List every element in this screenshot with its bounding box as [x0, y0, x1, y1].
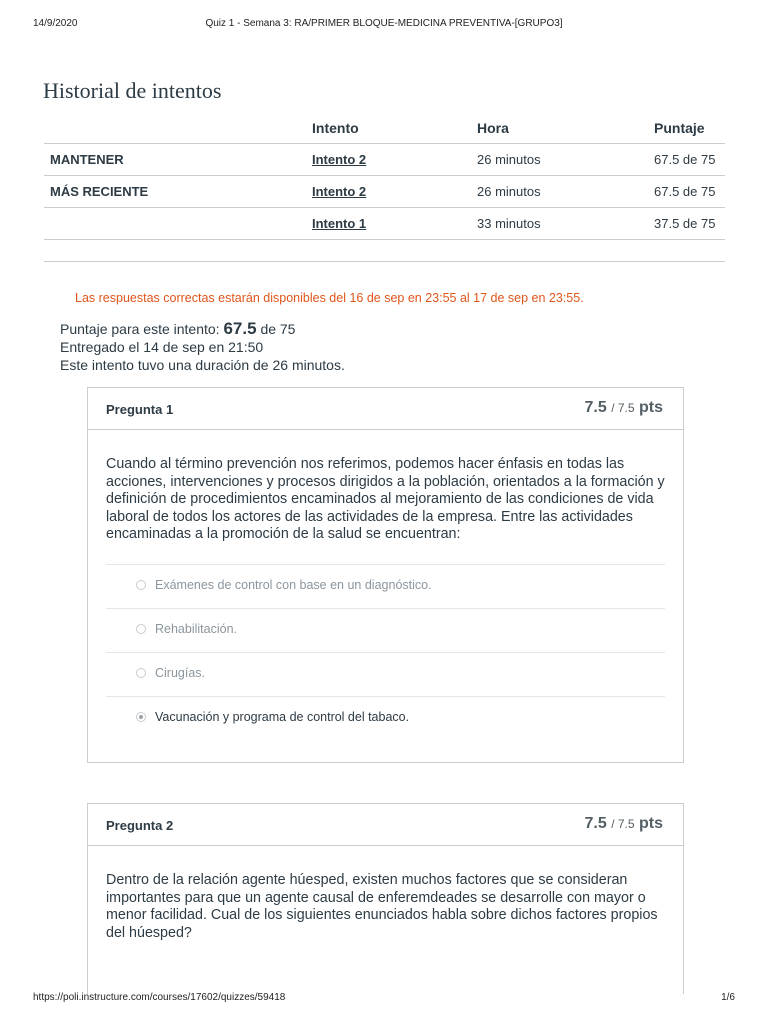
table-row — [44, 144, 725, 176]
attempt-link[interactable]: Intento 2 — [312, 152, 367, 167]
points-earned: 7.5 — [584, 399, 607, 416]
question-header — [88, 388, 683, 430]
attempt-status-label: MÁS RECIENTE — [44, 176, 312, 208]
print-title: Quiz 1 - Semana 3: RA/PRIMER BLOQUE-MEDICINA PREVENTIVA-[GRUPO3] — [205, 18, 563, 29]
column-header-attempt: Intento — [312, 120, 359, 136]
question-header — [88, 804, 683, 846]
score-line — [60, 320, 345, 338]
attempt-score: 67.5 de 75 — [654, 176, 725, 208]
column-header-score: Puntaje — [654, 120, 705, 136]
attempt-status-label: MANTENER — [44, 144, 312, 176]
page-number: 1/6 — [721, 992, 735, 1003]
radio-button-icon[interactable] — [136, 668, 146, 678]
print-url: https://poli.instructure.com/courses/17602/quizzes/59418 — [33, 992, 286, 1003]
score-total: de 75 — [260, 321, 296, 337]
answer-label: Cirugías. — [155, 665, 206, 680]
points-possible: / 7.5 — [611, 401, 635, 415]
question-name: Pregunta 2 — [106, 818, 174, 833]
print-footer — [0, 992, 768, 1006]
attempt-duration: Este intento tuvo una duración de 26 minutos. — [60, 357, 345, 373]
attempt-link[interactable]: Intento 1 — [312, 216, 367, 231]
points-possible: / 7.5 — [611, 817, 635, 831]
points-unit: pts — [639, 399, 663, 416]
attempt-status-label — [44, 208, 312, 240]
answer-label: Exámenes de control con base en un diagnóstico. — [155, 577, 432, 592]
answer-option[interactable] — [106, 652, 665, 696]
question-text: Cuando al término prevención nos referimos, podemos hacer énfasis en todas las acciones, intervenciones y procesos dirigidos a la población, orientados a la formación y definición de procedimientos encaminados al mejoramiento de las condiciones de vida laboral de todos los actores de las actividades de la empresa. Entre las actividades encaminadas a la promoción de la salud se encuentran: — [106, 456, 665, 542]
question-points — [584, 399, 663, 417]
column-header-time: Hora — [477, 120, 509, 136]
question-name: Pregunta 1 — [106, 402, 174, 417]
points-unit: pts — [639, 815, 663, 832]
attempt-history-title: Historial de intentos — [43, 78, 222, 103]
answer-list — [106, 564, 665, 740]
column-header-status — [44, 113, 312, 144]
answer-option-selected[interactable] — [106, 696, 665, 740]
attempt-time: 33 minutos — [477, 208, 654, 240]
points-earned: 7.5 — [584, 815, 607, 832]
answers-availability-notice: Las respuestas correctas estarán disponibles del 16 de sep en 23:55 al 17 de sep en 23:55. — [75, 291, 584, 305]
answer-option[interactable] — [106, 564, 665, 608]
question-card — [87, 803, 684, 994]
attempt-time: 26 minutos — [477, 144, 654, 176]
table-row — [44, 208, 725, 240]
radio-button-icon[interactable] — [136, 624, 146, 634]
attempt-score: 37.5 de 75 — [654, 208, 725, 240]
radio-button-selected-icon[interactable] — [136, 712, 146, 722]
attempt-time: 26 minutos — [477, 176, 654, 208]
table-row — [44, 176, 725, 208]
attempt-summary — [60, 320, 345, 374]
section-divider — [44, 261, 725, 262]
answer-label: Rehabilitación. — [155, 621, 237, 636]
attempt-score: 67.5 de 75 — [654, 144, 725, 176]
answer-label: Vacunación y programa de control del tabaco. — [155, 709, 410, 724]
radio-button-icon[interactable] — [136, 580, 146, 590]
score-label: Puntaje para este intento: — [60, 321, 220, 337]
print-date: 14/9/2020 — [33, 18, 78, 29]
question-card — [87, 387, 684, 763]
question-text: Dentro de la relación agente húesped, existen muchos factores que se consideran importantes para que un agente causal de enferemdeades se desarrolle con mayor o menor facilidad. Cual de los siguientes enunciados habla sobre dichos factores propios del húesped? — [106, 872, 658, 941]
attempt-history-table — [44, 113, 725, 240]
score-value: 67.5 — [223, 319, 257, 338]
table-header-row — [44, 113, 725, 144]
question-points — [584, 815, 663, 833]
answer-option[interactable] — [106, 608, 665, 652]
print-header — [0, 18, 768, 32]
attempt-link[interactable]: Intento 2 — [312, 184, 367, 199]
submitted-date: Entregado el 14 de sep en 21:50 — [60, 339, 264, 355]
